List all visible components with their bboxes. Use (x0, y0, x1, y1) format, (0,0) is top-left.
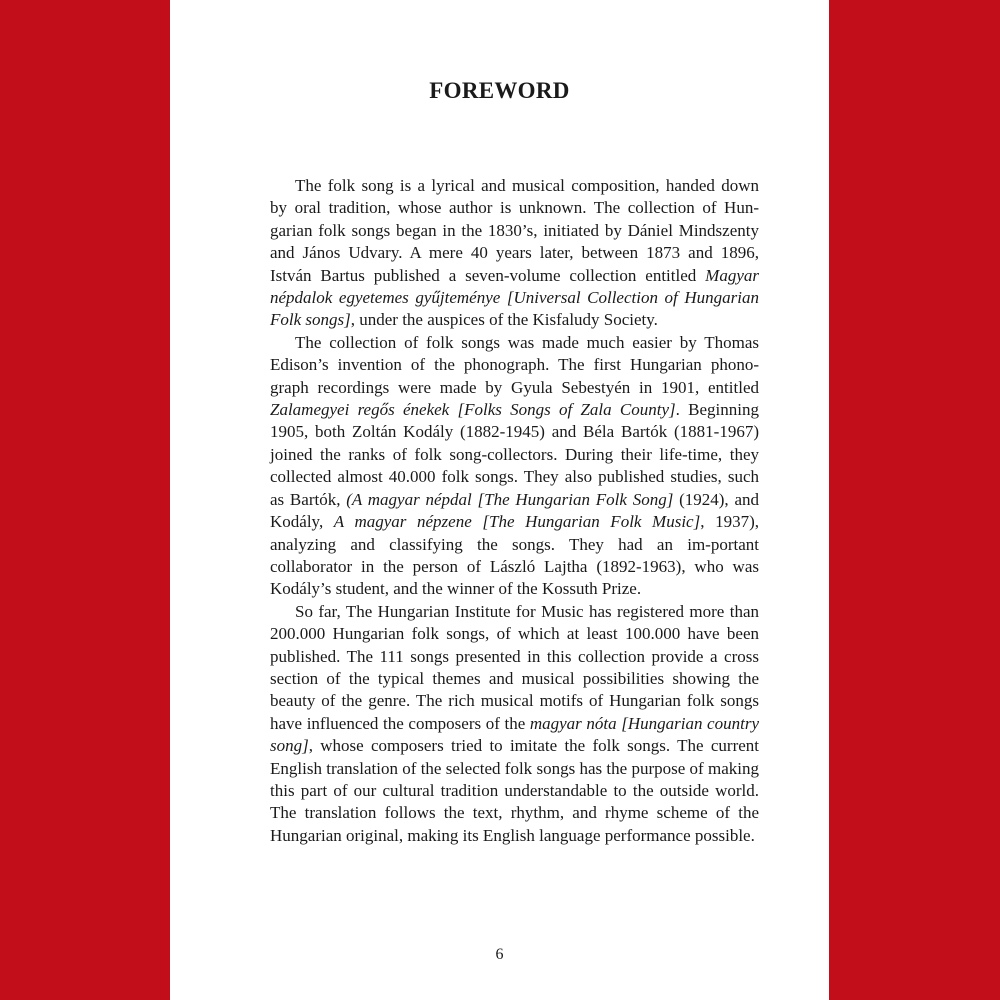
text-run: , under the auspices of the Kisfaludy Society. (350, 310, 658, 330)
foreword-body (270, 175, 759, 847)
text-run: The folk song is a lyrical and musical composition, handed down by oral tradition, whose author is unknown. The collection of Hun-garian folk songs began in the 1830’s, initiated by Dániel Mindszenty and János Udvary. A mere 40 years later, between 1873 and 1896, István Bartus published a seven-volume collection entitled (270, 176, 759, 285)
text-run: . Beginning 1905, both Zoltán Kodály (1882-1945) and Béla Bartók (1881-1967) joined the ranks of folk song-collectors. During their life-time, they collected almost 40.000 folk songs. They also published studies, such as Bartók, (270, 400, 759, 509)
text-run: (1924), and Kodály, (270, 489, 759, 532)
book-page (170, 0, 829, 1000)
text-run: The collection of folk songs was made much easier by Thomas Edison’s invention of the phonograph. The first Hungarian phono-graph recordings were made by Gyula Sebestyén in 1901, entitled (270, 332, 759, 397)
paragraph-3 (270, 601, 759, 847)
italic-title: magyar nóta [Hungarian country song] (270, 713, 759, 756)
page-title: FOREWORD (429, 78, 570, 103)
paragraph-2 (270, 332, 759, 601)
paragraph-1 (270, 175, 759, 332)
italic-title: Magyar népdalok egyetemes gyűjteménye [Universal Collection of Hungarian Folk songs] (270, 265, 759, 330)
left-red-border (0, 0, 170, 1000)
italic-title: A magyar népzene [The Hungarian Folk Music] (333, 512, 701, 532)
page-number: 6 (495, 946, 504, 963)
text-run: , whose composers tried to imitate the folk songs. The current English translation of the selected folk songs has the purpose of making this part of our cultural tradition understandable to the outside world. The translation follows the text, rhythm, and rhyme scheme of the Hungarian original, making its English language performance possible. (270, 736, 759, 845)
italic-title: Zalamegyei regős énekek [Folks Songs of Zala County] (270, 400, 676, 420)
italic-title: (A magyar népdal [The Hungarian Folk Song] (346, 489, 674, 509)
text-run: , 1937), analyzing and classifying the songs. They had an im-portant collaborator in the person of László Lajtha (1892-1963), who was Kodály’s student, and the winner of the Kossuth Prize. (270, 512, 759, 599)
right-red-border (829, 0, 1000, 1000)
text-run: So far, The Hungarian Institute for Music has registered more than 200.000 Hungarian folk songs, of which at least 100.000 have been published. The 111 songs presented in this collection provide a cross section of the typical themes and musical possibilities showing the beauty of the genre. The rich musical motifs of Hungarian folk songs have influenced the composers of the (270, 601, 759, 733)
